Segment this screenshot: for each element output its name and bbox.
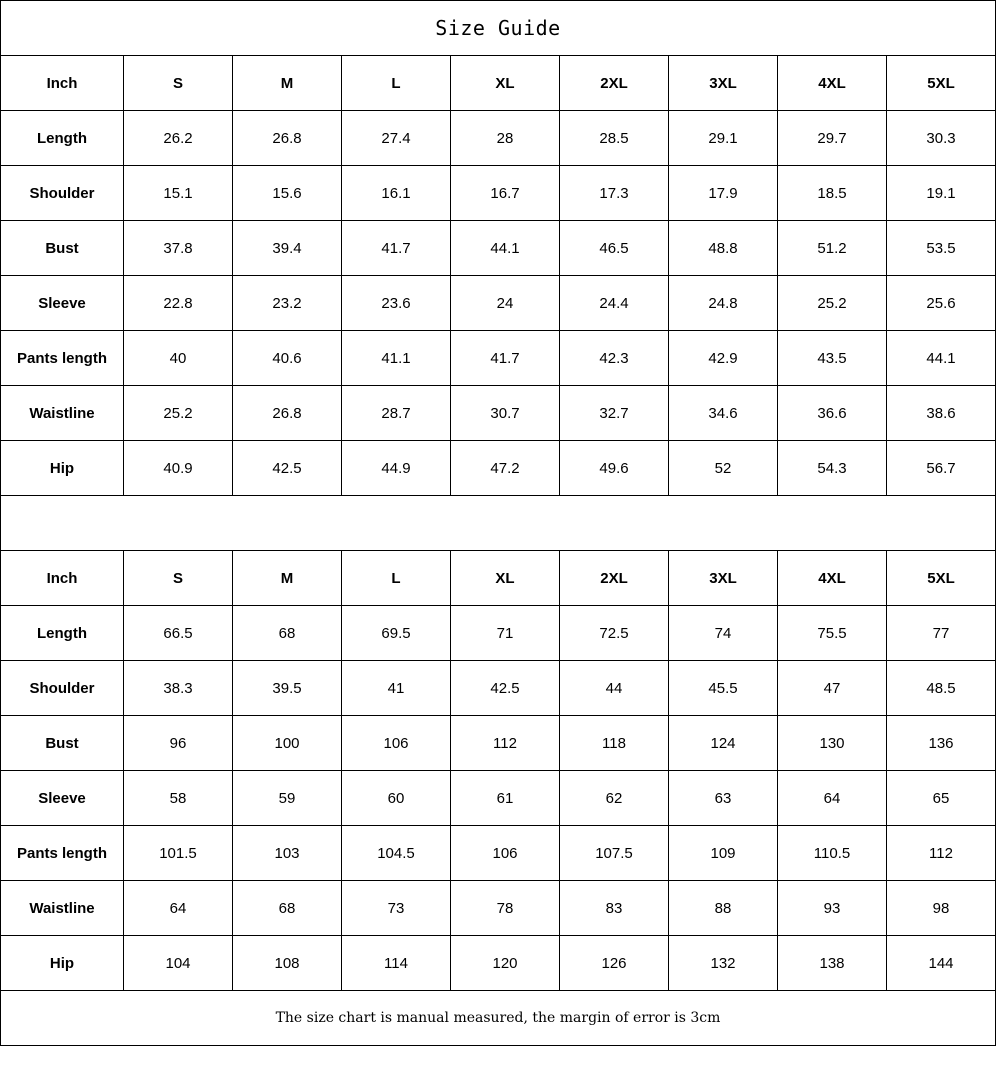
measurement-cell: 37.8	[124, 221, 233, 276]
measurement-cell: 54.3	[778, 441, 887, 496]
measurement-cell: 22.8	[124, 276, 233, 331]
measurement-cell: 101.5	[124, 826, 233, 881]
measurement-cell: 23.2	[233, 276, 342, 331]
table-row	[1, 386, 996, 441]
title-row	[1, 1, 996, 56]
measurement-cell: 136	[887, 716, 996, 771]
measurement-cell: 62	[560, 771, 669, 826]
table-row	[1, 881, 996, 936]
measurement-cell: 24.8	[669, 276, 778, 331]
row-label: Waistline	[1, 881, 124, 936]
size-header-cell: S	[124, 56, 233, 111]
row-label: Bust	[1, 221, 124, 276]
measurement-cell: 47	[778, 661, 887, 716]
row-label: Sleeve	[1, 771, 124, 826]
measurement-cell: 26.2	[124, 111, 233, 166]
measurement-cell: 138	[778, 936, 887, 991]
measurement-cell: 71	[451, 606, 560, 661]
table-row	[1, 771, 996, 826]
size-header-cell: XL	[451, 551, 560, 606]
unit-header-cell: Inch	[1, 551, 124, 606]
measurement-cell: 65	[887, 771, 996, 826]
measurement-cell: 18.5	[778, 166, 887, 221]
row-label: Shoulder	[1, 166, 124, 221]
size-header-cell: 3XL	[669, 56, 778, 111]
measurement-cell: 19.1	[887, 166, 996, 221]
measurement-cell: 112	[887, 826, 996, 881]
measurement-cell: 40.6	[233, 331, 342, 386]
measurement-cell: 41.7	[451, 331, 560, 386]
measurement-cell: 48.5	[887, 661, 996, 716]
measurement-cell: 104.5	[342, 826, 451, 881]
measurement-cell: 41	[342, 661, 451, 716]
size-header-cell: 5XL	[887, 56, 996, 111]
measurement-cell: 44	[560, 661, 669, 716]
size-header-cell: 4XL	[778, 56, 887, 111]
measurement-cell: 45.5	[669, 661, 778, 716]
measurement-cell: 126	[560, 936, 669, 991]
measurement-cell: 68	[233, 606, 342, 661]
measurement-cell: 24	[451, 276, 560, 331]
measurement-cell: 29.7	[778, 111, 887, 166]
note-row	[1, 991, 996, 1046]
size-header-cell: M	[233, 551, 342, 606]
measurement-cell: 98	[887, 881, 996, 936]
table-row	[1, 661, 996, 716]
measurement-cell: 132	[669, 936, 778, 991]
measurement-cell: 39.5	[233, 661, 342, 716]
measurement-cell: 56.7	[887, 441, 996, 496]
measurement-cell: 28.5	[560, 111, 669, 166]
measurement-cell: 38.6	[887, 386, 996, 441]
spacer-cell	[1, 496, 996, 551]
measurement-cell: 28	[451, 111, 560, 166]
measurement-cell: 24.4	[560, 276, 669, 331]
measurement-cell: 104	[124, 936, 233, 991]
measurement-cell: 25.2	[778, 276, 887, 331]
measurement-cell: 144	[887, 936, 996, 991]
measurement-cell: 96	[124, 716, 233, 771]
measurement-cell: 49.6	[560, 441, 669, 496]
measurement-cell: 46.5	[560, 221, 669, 276]
measurement-cell: 40.9	[124, 441, 233, 496]
table-row	[1, 221, 996, 276]
measurement-cell: 103	[233, 826, 342, 881]
measurement-cell: 15.1	[124, 166, 233, 221]
measurement-cell: 30.3	[887, 111, 996, 166]
table-row	[1, 826, 996, 881]
measurement-cell: 27.4	[342, 111, 451, 166]
measurement-cell: 41.7	[342, 221, 451, 276]
measurement-cell: 42.9	[669, 331, 778, 386]
measurement-cell: 17.3	[560, 166, 669, 221]
measurement-cell: 64	[778, 771, 887, 826]
table-row	[1, 111, 996, 166]
measurement-cell: 36.6	[778, 386, 887, 441]
row-label: Hip	[1, 441, 124, 496]
measurement-cell: 52	[669, 441, 778, 496]
measurement-cell: 77	[887, 606, 996, 661]
measurement-cell: 106	[451, 826, 560, 881]
measurement-cell: 38.3	[124, 661, 233, 716]
size-header-cell: L	[342, 56, 451, 111]
row-label: Waistline	[1, 386, 124, 441]
measurement-cell: 72.5	[560, 606, 669, 661]
measurement-cell: 93	[778, 881, 887, 936]
measurement-cell: 44.9	[342, 441, 451, 496]
row-label: Length	[1, 111, 124, 166]
measurement-cell: 63	[669, 771, 778, 826]
measurement-cell: 25.2	[124, 386, 233, 441]
row-label: Bust	[1, 716, 124, 771]
measurement-cell: 34.6	[669, 386, 778, 441]
table-row	[1, 441, 996, 496]
measurement-cell: 32.7	[560, 386, 669, 441]
size-header-cell: L	[342, 551, 451, 606]
measurement-cell: 120	[451, 936, 560, 991]
measurement-cell: 51.2	[778, 221, 887, 276]
row-label: Length	[1, 606, 124, 661]
measurement-cell: 48.8	[669, 221, 778, 276]
measurement-cell: 15.6	[233, 166, 342, 221]
size-header-cell: 2XL	[560, 56, 669, 111]
measurement-cell: 83	[560, 881, 669, 936]
size-header-cell: 2XL	[560, 551, 669, 606]
table-row	[1, 276, 996, 331]
measurement-cell: 47.2	[451, 441, 560, 496]
measurement-cell: 23.6	[342, 276, 451, 331]
measurement-cell: 73	[342, 881, 451, 936]
table-row	[1, 166, 996, 221]
spacer-row	[1, 496, 996, 551]
measurement-cell: 112	[451, 716, 560, 771]
measurement-cell: 106	[342, 716, 451, 771]
measurement-cell: 88	[669, 881, 778, 936]
measurement-cell: 39.4	[233, 221, 342, 276]
measurement-cell: 28.7	[342, 386, 451, 441]
row-label: Sleeve	[1, 276, 124, 331]
measurement-cell: 110.5	[778, 826, 887, 881]
measurement-note: The size chart is manual measured, the margin of error is 3cm	[1, 991, 996, 1046]
measurement-cell: 53.5	[887, 221, 996, 276]
measurement-cell: 107.5	[560, 826, 669, 881]
measurement-cell: 44.1	[451, 221, 560, 276]
measurement-cell: 41.1	[342, 331, 451, 386]
measurement-cell: 68	[233, 881, 342, 936]
measurement-cell: 75.5	[778, 606, 887, 661]
header-row	[1, 56, 996, 111]
size-header-cell: 5XL	[887, 551, 996, 606]
table-row	[1, 716, 996, 771]
measurement-cell: 124	[669, 716, 778, 771]
row-label: Pants length	[1, 826, 124, 881]
measurement-cell: 100	[233, 716, 342, 771]
measurement-cell: 114	[342, 936, 451, 991]
size-header-cell: S	[124, 551, 233, 606]
measurement-cell: 26.8	[233, 111, 342, 166]
measurement-cell: 16.1	[342, 166, 451, 221]
size-header-cell: XL	[451, 56, 560, 111]
measurement-cell: 44.1	[887, 331, 996, 386]
measurement-cell: 59	[233, 771, 342, 826]
measurement-cell: 69.5	[342, 606, 451, 661]
measurement-cell: 43.5	[778, 331, 887, 386]
measurement-cell: 17.9	[669, 166, 778, 221]
size-header-cell: 4XL	[778, 551, 887, 606]
measurement-cell: 58	[124, 771, 233, 826]
measurement-cell: 118	[560, 716, 669, 771]
size-header-cell: M	[233, 56, 342, 111]
measurement-cell: 16.7	[451, 166, 560, 221]
measurement-cell: 130	[778, 716, 887, 771]
measurement-cell: 64	[124, 881, 233, 936]
measurement-cell: 30.7	[451, 386, 560, 441]
measurement-cell: 25.6	[887, 276, 996, 331]
measurement-cell: 42.5	[233, 441, 342, 496]
measurement-cell: 109	[669, 826, 778, 881]
measurement-cell: 61	[451, 771, 560, 826]
measurement-cell: 78	[451, 881, 560, 936]
table-title: Size Guide	[1, 1, 996, 56]
row-label: Pants length	[1, 331, 124, 386]
unit-header-cell: Inch	[1, 56, 124, 111]
measurement-cell: 26.8	[233, 386, 342, 441]
measurement-cell: 29.1	[669, 111, 778, 166]
header-row	[1, 551, 996, 606]
measurement-cell: 74	[669, 606, 778, 661]
row-label: Hip	[1, 936, 124, 991]
measurement-cell: 40	[124, 331, 233, 386]
table-row	[1, 936, 996, 991]
measurement-cell: 60	[342, 771, 451, 826]
measurement-cell: 66.5	[124, 606, 233, 661]
measurement-cell: 42.3	[560, 331, 669, 386]
row-label: Shoulder	[1, 661, 124, 716]
size-header-cell: 3XL	[669, 551, 778, 606]
measurement-cell: 42.5	[451, 661, 560, 716]
table-row	[1, 331, 996, 386]
table-row	[1, 606, 996, 661]
measurement-cell: 108	[233, 936, 342, 991]
